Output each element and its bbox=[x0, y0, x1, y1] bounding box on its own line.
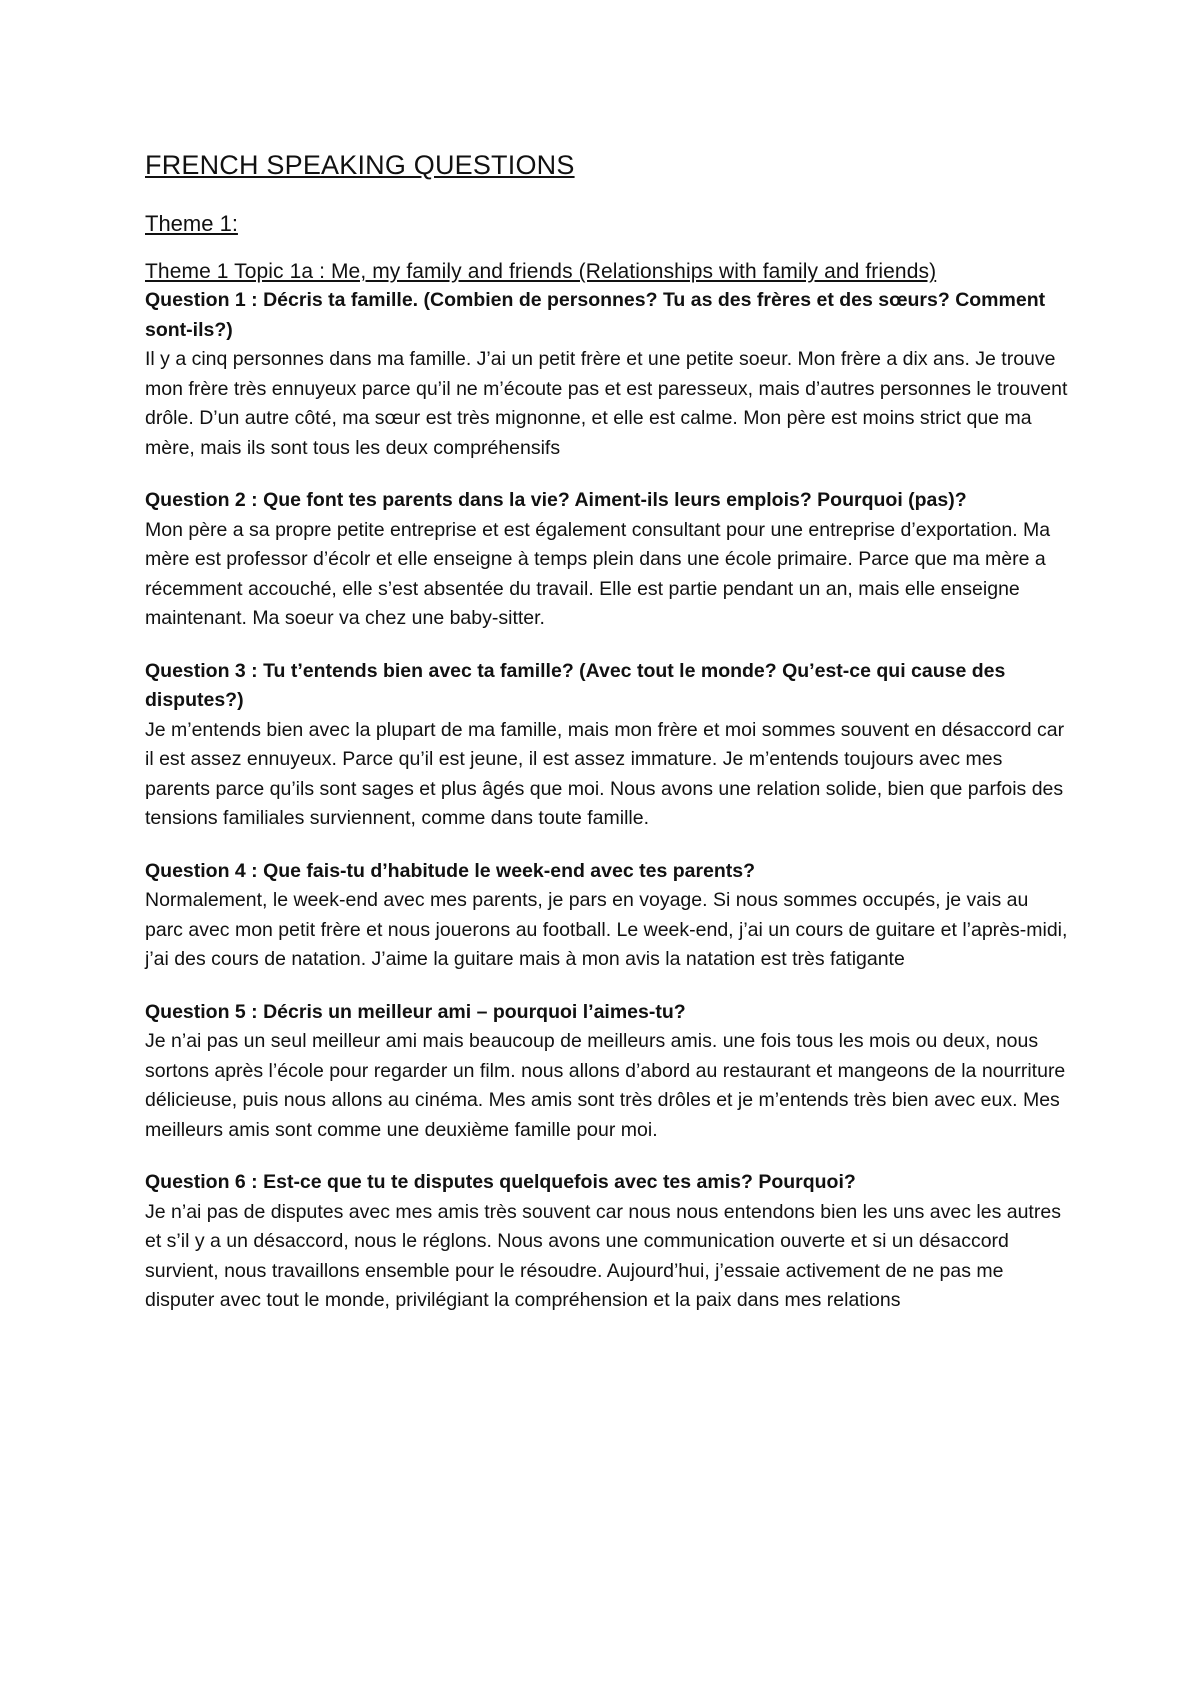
qa-block-5 bbox=[145, 998, 1070, 1146]
document-page bbox=[145, 148, 1070, 1339]
qa-block-3 bbox=[145, 657, 1070, 834]
theme-heading: Theme 1: bbox=[145, 211, 238, 236]
question-4: Question 4 : Que fais-tu d’habitude le week-end avec tes parents? bbox=[145, 859, 756, 882]
question-3: Question 3 : Tu t’entends bien avec ta famille? (Avec tout le monde? Qu’est-ce qui cause des disputes?) bbox=[145, 659, 1006, 711]
topic-heading: Theme 1 Topic 1a : Me, my family and friends (Relationships with family and friends) bbox=[145, 260, 937, 283]
question-6: Question 6 : Est-ce que tu te disputes quelquefois avec tes amis? Pourquoi? bbox=[145, 1171, 856, 1193]
answer-5: Je n’ai pas un seul meilleur ami mais beaucoup de meilleurs amis. une fois tous les mois ou deux, nous sortons après l’école pour regarder un film. nous allons d’abord au restaurant et mangeons de la nourriture délicieuse, puis nous allons au cinéma. Mes amis sont très drôles et je m’entends très bien avec eux. Mes meilleurs amis sont comme une deuxième famille pour moi. bbox=[145, 1030, 1066, 1141]
answer-2: Mon père a sa propre petite entreprise et est également consultant pour une entreprise d’exportation. Ma mère est professor d’écolr et elle enseigne à temps plein dans une école primaire. Parce que ma mère a récemment accouché, elle s’est absentée du travail. Elle est partie pendant un an, mais elle enseigne maintenant. Ma soeur va chez une baby-sitter. bbox=[145, 518, 1051, 629]
qa-block-6 bbox=[145, 1168, 1070, 1316]
question-2: Question 2 : Que font tes parents dans la vie? Aiment-ils leurs emplois? Pourquoi (pas)? bbox=[145, 489, 967, 511]
answer-1: Il y a cinq personnes dans ma famille. J’ai un petit frère et une petite soeur. Mon frère a dix ans. Je trouve mon frère très ennuyeux parce qu’il ne m’écoute pas et est paresseux, mais d’autres personnes le trouvent drôle. D’un autre côté, ma sœur est très mignonne, et elle est calme. Mon père est moins strict que ma mère, mais ils sont tous les deux compréhensifs bbox=[145, 348, 1068, 459]
qa-block-2 bbox=[145, 486, 1070, 634]
answer-3: Je m’entends bien avec la plupart de ma famille, mais mon frère et moi sommes souvent en désaccord car il est assez ennuyeux. Parce qu’il est jeune, il est assez immature. Je m’entends toujours avec mes parents parce qu’ils sont sages et plus âgés que moi. Nous avons une relation solide, bien que parfois des tensions familiales surviennent, comme dans toute famille. bbox=[145, 718, 1065, 829]
document-title: FRENCH SPEAKING QUESTIONS bbox=[145, 150, 575, 180]
qa-block-1 bbox=[145, 286, 1070, 463]
answer-6: Je n’ai pas de disputes avec mes amis très souvent car nous nous entendons bien les uns avec les autres et s’il y a un désaccord, nous le réglons. Nous avons une communication ouverte et si un désaccord survient, nous travaillons ensemble pour le résoudre. Aujourd’hui, j’essaie activement de ne pas me disputer avec tout le monde, privilégiant la compréhension et la paix dans mes relations bbox=[145, 1200, 1061, 1311]
answer-4: Normalement, le week-end avec mes parents, je pars en voyage. Si nous sommes occupés, je vais au parc avec mon petit frère et nous jouerons au football. Le week-end, j’ai un cours de guitare et l’après-midi, j’ai des cours de natation. J’aime la guitare mais à mon avis la natation est très fatigante bbox=[145, 889, 1068, 970]
qa-block-4 bbox=[145, 857, 1070, 975]
question-5: Question 5 : Décris un meilleur ami – pourquoi l’aimes-tu? bbox=[145, 1000, 686, 1023]
question-1: Question 1 : Décris ta famille. (Combien de personnes? Tu as des frères et des sœurs? Comment sont-ils?) bbox=[145, 289, 1046, 341]
